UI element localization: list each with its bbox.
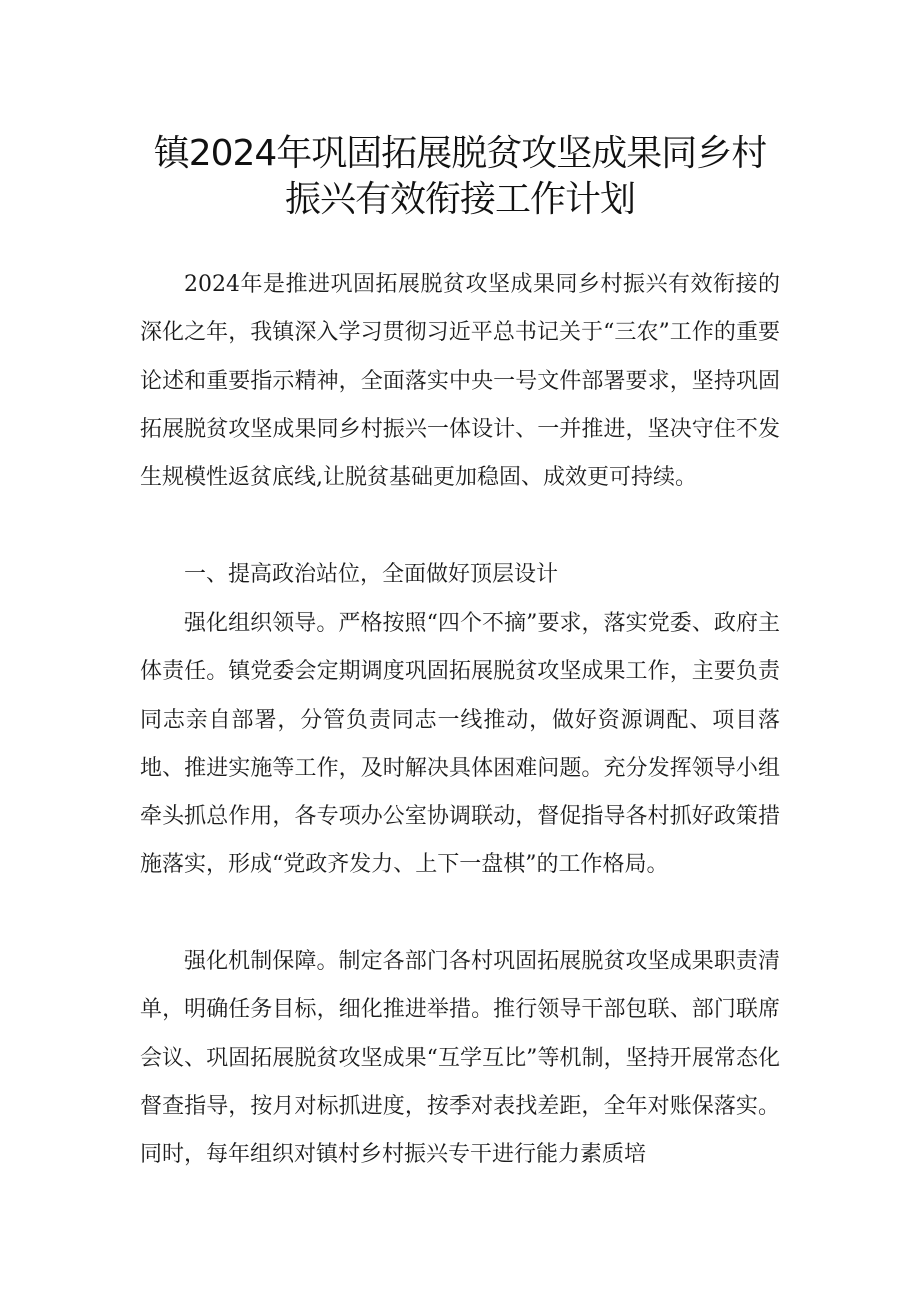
section-heading-1: 一、提高政治站位，全面做好顶层设计: [184, 562, 559, 587]
intro-paragraph: 2024年是推进巩固拓展脱贫攻坚成果同乡村振兴有效衔接的深化之年，我镇深入学习贯彻习近平总书记关于“三农”工作的重要论述和重要指示精神，全面落实中央一号文件部署要求，坚持巩固拓展脱贫攻坚成果同乡村振兴一体设计、一并推进，坚决守住不发生规模性返贫底线,让脱贫基础更加稳固、成效更可持续。: [140, 272, 780, 491]
paragraph-organization-leadership: 强化组织领导。严格按照“四个不摘”要求，落实党委、政府主体责任。镇党委会定期调度巩固拓展脱贫攻坚成果工作，主要负责同志亲自部署，分管负责同志一线推动，做好资源调配、项目落地、推进实施等工作，及时解决具体困难问题。充分发挥领导小组牵头抓总作用，各专项办公室协调联动，督促指导各村抓好政策措施落实，形成“党政齐发力、上下一盘棋”的工作格局。: [140, 611, 780, 878]
document-title-line-2: 振兴有效衔接工作计划: [284, 179, 635, 220]
document-title-line-1: 镇2024年巩固拓展脱贫攻坚成果同乡村: [153, 133, 767, 174]
paragraph-mechanism-guarantee: 强化机制保障。制定各部门各村巩固拓展脱贫攻坚成果职责清单，明确任务目标，细化推进举措。推行领导干部包联、部门联席会议、巩固拓展脱贫攻坚成果“互学互比”等机制，坚持开展常态化督查指导，按月对标抓进度，按季对表找差距，全年对账保落实。同时，每年组织对镇村乡村振兴专干进行能力素质培: [140, 949, 780, 1168]
